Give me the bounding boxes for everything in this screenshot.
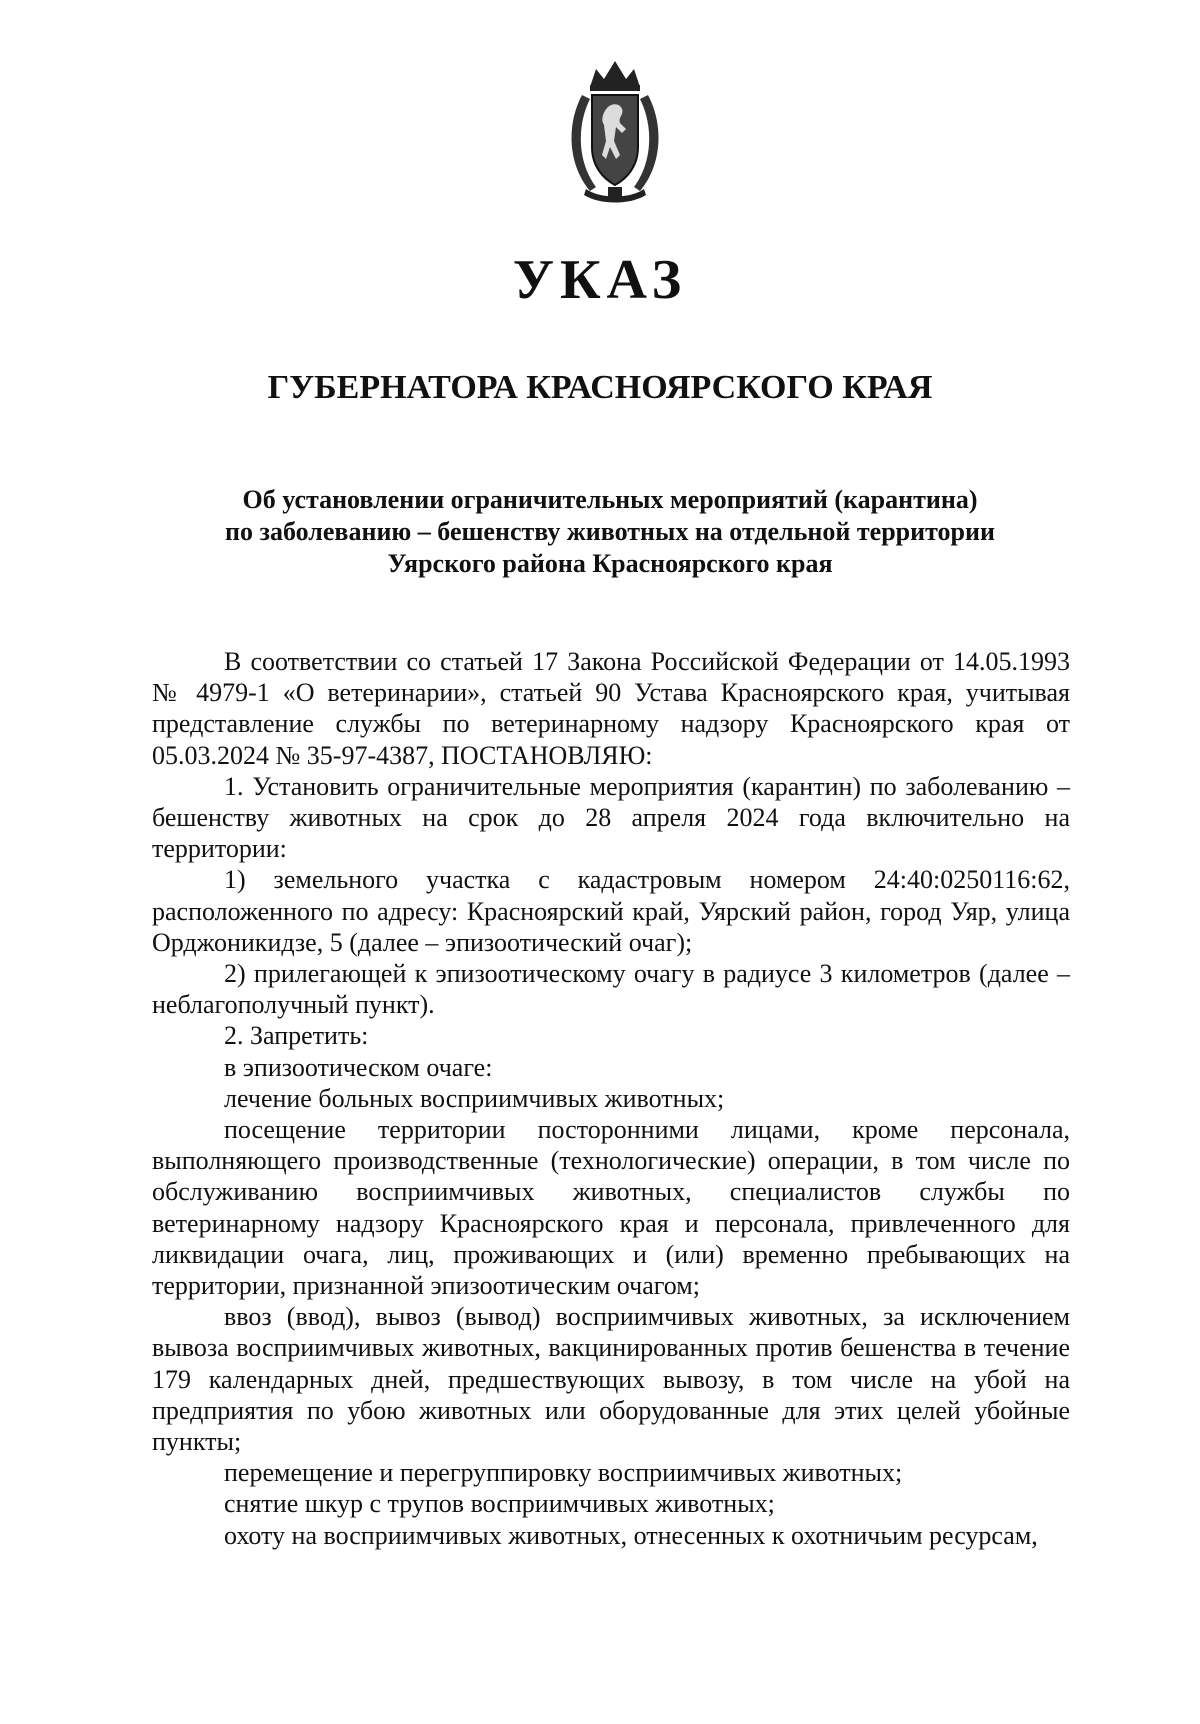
paragraph: охоту на восприимчивых животных, отнесенных к охотничьим ресурсам, bbox=[224, 1520, 1038, 1550]
paragraph: перемещение и перегруппировку восприимчивых животных; bbox=[224, 1458, 903, 1488]
paragraph: ввоз (ввод), вывоз (вывод) восприимчивых животных, за исключением вывоза восприимчивых животных, вакцинированных против бешенства в течение 179 календарных дней, предшествующих вывозу, в том числе на убой на предприятия по убою животных или оборудованные для этих целей убойные пункты; bbox=[152, 1302, 1070, 1457]
heading-line: по заболеванию – бешенству животных на отдельной территории bbox=[225, 517, 995, 546]
paragraph: 2) прилегающей к эпизоотическому очагу в радиусе 3 километров (далее – неблагополучный пункт). bbox=[152, 959, 1070, 1020]
paragraph: 2. Запретить: bbox=[224, 1021, 369, 1051]
paragraph: 1) земельного участка с кадастровым номером 24:40:0250116:62, расположенного по адресу: Красноярский край, Уярский район, город Уяр, улица Орджоникидзе, 5 (далее – эпизоотический очаг); bbox=[152, 865, 1070, 957]
document-body bbox=[152, 646, 1070, 1551]
paragraph: 1. Установить ограничительные мероприятия (карантин) по заболеванию – бешенству животных на срок до 28 апреля 2024 года включительно на территории: bbox=[152, 771, 1070, 864]
paragraph: посещение территории посторонними лицами, кроме персонала, выполняющего производственные (технологические) операции, в том числе по обслуживанию восприимчивых животных, специалистов службы по ветеринарному надзору Красноярского края и персонала, привлеченного для ликвидации очага, лиц, проживающих и (или) временно пребывающих на территории, признанной эпизоотическим очагом; bbox=[152, 1115, 1070, 1301]
krasnoyarsk-coat-of-arms-icon bbox=[560, 55, 670, 205]
heading-line: Об установлении ограничительных мероприятий (карантина) bbox=[242, 485, 978, 514]
document-subtitle: ГУБЕРНАТОРА КРАСНОЯРСКОГО КРАЯ bbox=[267, 369, 933, 406]
document-title: УКАЗ bbox=[512, 249, 688, 311]
paragraph: В соответствии со статьей 17 Закона Российской Федерации от 14.05.1993 № 4979-1 «О ветеринарии», статьей 90 Устава Красноярского края, учитывая представление службы по ветеринарному надзору Красноярского края от 05.03.2024 № 35-97-4387, ПОСТАНОВЛЯЮ: bbox=[152, 647, 1070, 770]
paragraph: в эпизоотическом очаге: bbox=[224, 1052, 493, 1082]
heading-line: Уярского района Красноярского края bbox=[387, 549, 833, 578]
document-heading bbox=[150, 484, 1070, 580]
paragraph: лечение больных восприимчивых животных; bbox=[224, 1083, 725, 1113]
paragraph: снятие шкур с трупов восприимчивых животных; bbox=[224, 1489, 775, 1519]
